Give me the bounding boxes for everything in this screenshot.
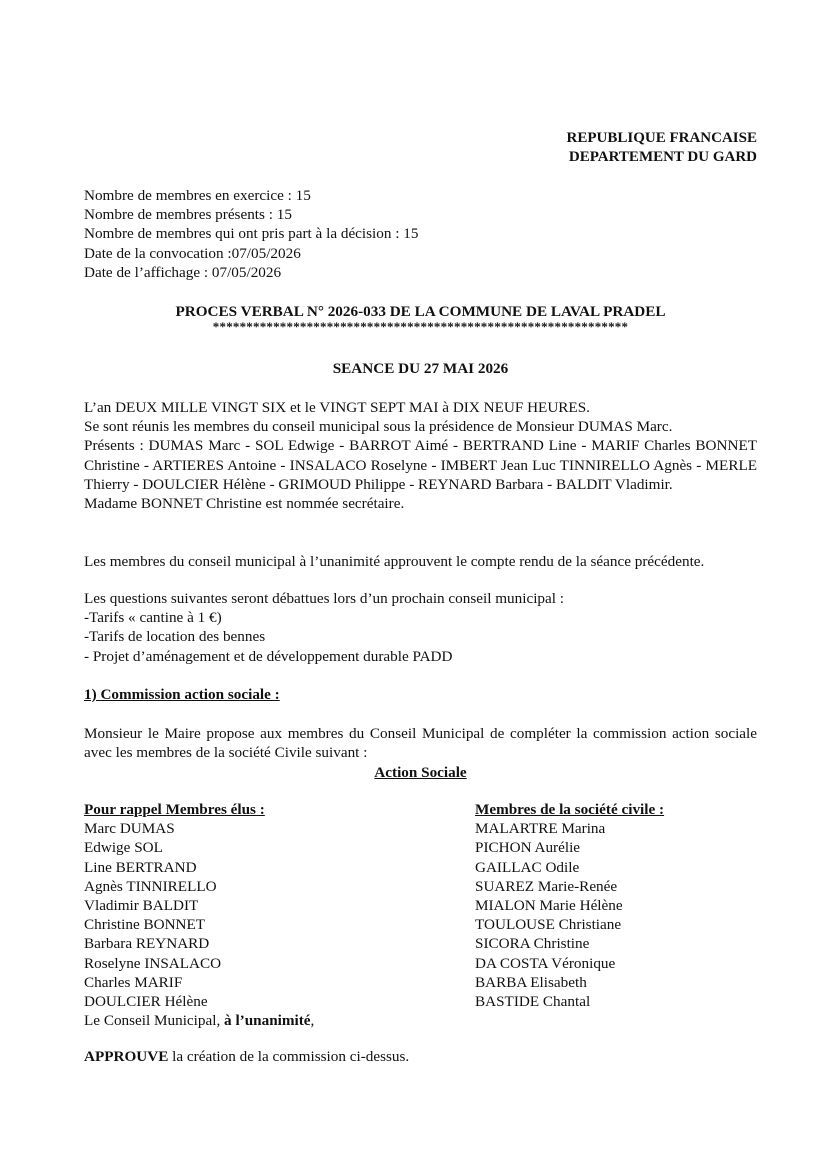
council-prefix: Le Conseil Municipal,: [84, 1012, 225, 1030]
header-departement: DEPARTEMENT DU GARD: [568, 149, 757, 165]
intro-paragraph: [84, 398, 757, 513]
section-title-commission: 1) Commission action sociale :: [84, 686, 280, 703]
civil-member: MALARTRE Marina: [475, 820, 606, 838]
elected-member: Roselyne INSALACO: [84, 954, 222, 972]
elected-members-column: [84, 800, 314, 1030]
elected-member: Agnès TINNIRELLO: [84, 877, 217, 895]
elected-member: DOULCIER Hélène: [84, 993, 208, 1011]
questions-intro: Les questions suivantes seront débattues lors d’un prochain conseil municipal :: [84, 590, 564, 607]
elected-member: Edwige SOL: [84, 839, 163, 857]
civil-member: TOULOUSE Christiane: [475, 916, 622, 934]
elected-member: Barbara REYNARD: [84, 935, 210, 953]
civil-member: PICHON Aurélie: [475, 839, 581, 857]
decision-approuve: APPROUVE: [84, 1048, 169, 1065]
meta-members-voting: Nombre de membres qui ont pris part à la décision : 15: [84, 225, 419, 243]
civil-member: SUAREZ Marie-Renée: [475, 877, 618, 895]
presents-list: Présents : DUMAS Marc - SOL Edwige - BARROT Aimé - BERTRAND Line - MARIF Charles BONNET Christine - ARTIERES Antoine - INSALACO Roselyne - IMBERT Jean Luc TINNIRELLO Agnès - MERLE Thierry - DOULCIER Hélène - GRIMOUD Philippe - REYNARD Barbara - BALDIT Vladimir.: [84, 437, 757, 493]
council-unanimity: à l’unanimité: [224, 1012, 311, 1030]
civil-member: BARBA Elisabeth: [475, 973, 587, 991]
elected-members-title: Pour rappel Membres élus :: [84, 801, 265, 818]
civil-member: MIALON Marie Hélène: [475, 897, 623, 915]
decision-line: [84, 1047, 409, 1066]
future-questions: [84, 589, 757, 666]
decision-text: la création de la commission ci-dessus.: [168, 1048, 410, 1065]
document-title: PROCES VERBAL N° 2026-033 DE LA COMMUNE DE LAVAL PRADEL: [175, 303, 666, 320]
secretary-line: Madame BONNET Christine est nommée secrétaire.: [84, 495, 405, 513]
intro-date-line: L’an DEUX MILLE VINGT SIX et le VINGT SEPT MAI à DIX NEUF HEURES.: [84, 399, 590, 416]
elected-member: Vladimir BALDIT: [84, 897, 199, 915]
civil-member: SICORA Christine: [475, 935, 590, 953]
question-item: - Projet d’aménagement et de développement durable PADD: [84, 647, 453, 665]
council-suffix: ,: [310, 1012, 315, 1030]
civil-member: DA COSTA Véronique: [475, 954, 616, 972]
previous-minutes-approval: Les membres du conseil municipal à l’unanimité approuvent le compte rendu de la séance précédente.: [84, 553, 705, 570]
meeting-meta: [84, 186, 418, 282]
document-header: [567, 129, 757, 167]
meta-affichage-date: Date de l’affichage : 07/05/2026: [84, 263, 282, 281]
meta-members-exercice: Nombre de membres en exercice : 15: [84, 187, 311, 204]
civil-society-column: [475, 800, 664, 1011]
meta-members-present: Nombre de membres présents : 15: [84, 206, 292, 224]
elected-member: Christine BONNET: [84, 916, 206, 934]
civil-society-title: Membres de la société civile :: [475, 801, 665, 818]
header-republique: REPUBLIQUE FRANCAISE: [566, 130, 757, 146]
elected-member: Line BERTRAND: [84, 858, 197, 876]
action-sociale-title: Action Sociale: [374, 764, 467, 781]
question-item: -Tarifs « cantine à 1 €): [84, 609, 222, 627]
meta-convocation-date: Date de la convocation :07/05/2026: [84, 244, 301, 262]
commission-proposal: Monsieur le Maire propose aux membres du Conseil Municipal de compléter la commission action sociale avec les membres de la société Civile suivant :: [84, 725, 757, 762]
question-item: -Tarifs de location des bennes: [84, 628, 266, 646]
council-unanimity-line: [84, 1011, 314, 1030]
civil-member: BASTIDE Chantal: [475, 993, 591, 1011]
elected-member: Marc DUMAS: [84, 820, 175, 838]
civil-member: GAILLAC Odile: [475, 858, 580, 876]
seance-heading: SEANCE DU 27 MAI 2026: [332, 360, 509, 377]
elected-member: Charles MARIF: [84, 973, 183, 991]
intro-presidence-line: Se sont réunis les membres du conseil municipal sous la présidence de Monsieur DUMAS Marc.: [84, 418, 673, 436]
stars-divider: **************************************************************: [212, 320, 629, 333]
